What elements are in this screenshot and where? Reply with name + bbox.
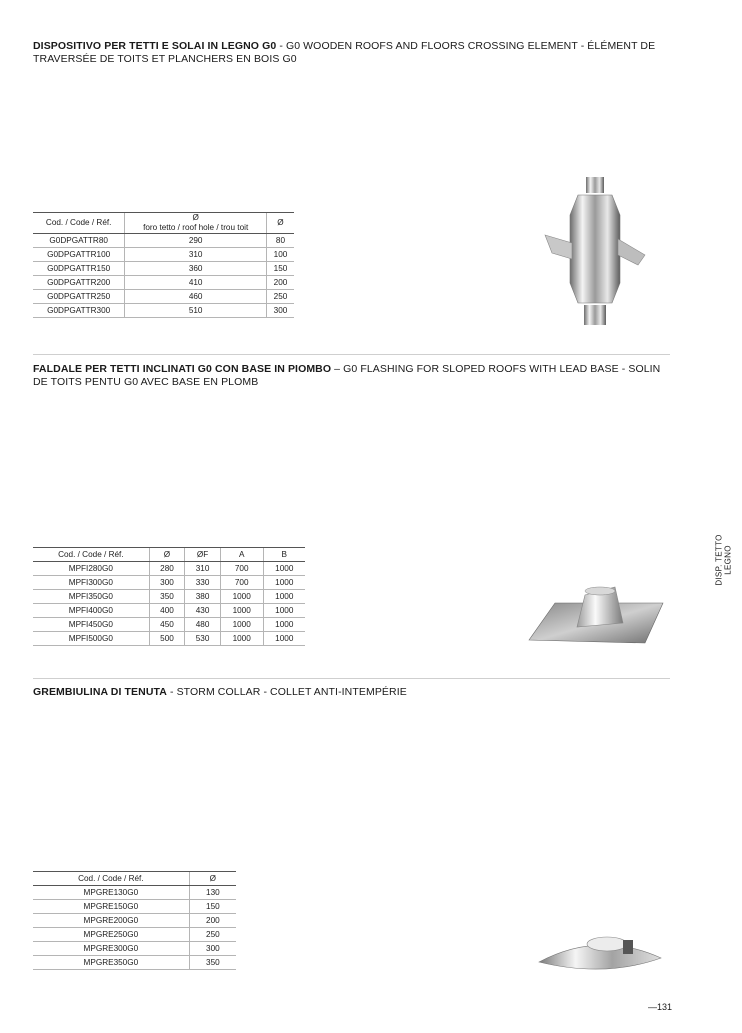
table-row bbox=[33, 900, 236, 914]
table-cell: 350 bbox=[149, 590, 185, 604]
table-cell: MPFI280G0 bbox=[33, 562, 149, 576]
table-cell: 250 bbox=[266, 290, 294, 304]
table-cell: 480 bbox=[185, 618, 221, 632]
table-row bbox=[33, 290, 294, 304]
chimney-crossing-element-icon bbox=[540, 175, 650, 330]
table-header-cell: Cod. / Code / Réf. bbox=[33, 213, 125, 234]
table-cell: 460 bbox=[125, 290, 267, 304]
table-cell: 450 bbox=[149, 618, 185, 632]
table-cell: 100 bbox=[266, 248, 294, 262]
table-cell: 700 bbox=[220, 562, 263, 576]
table-cell: 430 bbox=[185, 604, 221, 618]
table-cell: 80 bbox=[266, 234, 294, 248]
table-row bbox=[33, 618, 305, 632]
table-cell: 350 bbox=[189, 956, 236, 970]
table-cell: MPGRE250G0 bbox=[33, 928, 189, 942]
table-header-cell: Ø bbox=[149, 548, 185, 562]
table-header-cell: Ø bbox=[266, 213, 294, 234]
section-divider bbox=[33, 678, 670, 679]
table-cell: G0DPGATTR200 bbox=[33, 276, 125, 290]
table-cell: 1000 bbox=[220, 618, 263, 632]
table-cell: 1000 bbox=[263, 590, 305, 604]
table-header-cell: Cod. / Code / Réf. bbox=[33, 548, 149, 562]
table-row bbox=[33, 632, 305, 646]
table-row bbox=[33, 590, 305, 604]
table-cell: 400 bbox=[149, 604, 185, 618]
table-header-cell: ØF bbox=[185, 548, 221, 562]
table-header-cell: A bbox=[220, 548, 263, 562]
table-cell: 530 bbox=[185, 632, 221, 646]
table-cell: 1000 bbox=[263, 618, 305, 632]
table-cell: 310 bbox=[185, 562, 221, 576]
table-header-cell: Ø bbox=[189, 872, 236, 886]
table-cell: 280 bbox=[149, 562, 185, 576]
table-cell: 1000 bbox=[263, 576, 305, 590]
table-cell: MPGRE300G0 bbox=[33, 942, 189, 956]
table-cell: MPGRE350G0 bbox=[33, 956, 189, 970]
table-cell: 500 bbox=[149, 632, 185, 646]
table-row bbox=[33, 276, 294, 290]
table-header-row bbox=[33, 213, 294, 234]
table-cell: 1000 bbox=[220, 604, 263, 618]
table-header-cell: Ø foro tetto / roof hole / trou toit bbox=[125, 213, 267, 234]
table-cell: G0DPGATTR300 bbox=[33, 304, 125, 318]
table-row bbox=[33, 248, 294, 262]
table-cell: G0DPGATTR150 bbox=[33, 262, 125, 276]
table-row bbox=[33, 604, 305, 618]
table-header-row bbox=[33, 872, 236, 886]
table-cell: 1000 bbox=[263, 632, 305, 646]
table-cell: 300 bbox=[189, 942, 236, 956]
table-row bbox=[33, 914, 236, 928]
lead-flashing-icon bbox=[527, 585, 667, 655]
table-cell: MPFI350G0 bbox=[33, 590, 149, 604]
table-row bbox=[33, 234, 294, 248]
table-cell: 410 bbox=[125, 276, 267, 290]
section-3-table bbox=[33, 871, 236, 970]
table-cell: 380 bbox=[185, 590, 221, 604]
storm-collar-icon bbox=[535, 922, 665, 982]
table-cell: 510 bbox=[125, 304, 267, 318]
section-divider bbox=[33, 354, 670, 355]
table-cell: MPGRE130G0 bbox=[33, 886, 189, 900]
section-1-table bbox=[33, 212, 294, 318]
table-cell: MPGRE150G0 bbox=[33, 900, 189, 914]
table-cell: 1000 bbox=[263, 562, 305, 576]
table-cell: 1000 bbox=[220, 632, 263, 646]
table-cell: 330 bbox=[185, 576, 221, 590]
table-cell: 290 bbox=[125, 234, 267, 248]
table-cell: MPFI500G0 bbox=[33, 632, 149, 646]
table-header-row bbox=[33, 548, 305, 562]
table-row bbox=[33, 576, 305, 590]
table-cell: 200 bbox=[266, 276, 294, 290]
table-row bbox=[33, 956, 236, 970]
table-cell: 1000 bbox=[263, 604, 305, 618]
table-cell: 1000 bbox=[220, 590, 263, 604]
table-cell: G0DPGATTR250 bbox=[33, 290, 125, 304]
section-2-table bbox=[33, 547, 305, 646]
table-row bbox=[33, 562, 305, 576]
table-cell: 200 bbox=[189, 914, 236, 928]
table-cell: 300 bbox=[149, 576, 185, 590]
table-cell: 300 bbox=[266, 304, 294, 318]
table-cell: 700 bbox=[220, 576, 263, 590]
table-cell: MPGRE200G0 bbox=[33, 914, 189, 928]
table-cell: 360 bbox=[125, 262, 267, 276]
table-cell: 130 bbox=[189, 886, 236, 900]
page-number: —131 bbox=[647, 1002, 672, 1012]
table-cell: 150 bbox=[189, 900, 236, 914]
table-row bbox=[33, 304, 294, 318]
table-cell: 250 bbox=[189, 928, 236, 942]
table-header-cell: Cod. / Code / Réf. bbox=[33, 872, 189, 886]
section-3-title: GREMBIULINA DI TENUTA - STORM COLLAR - COLLET ANTI-INTEMPÉRIE bbox=[33, 686, 407, 698]
table-row bbox=[33, 942, 236, 956]
table-cell: G0DPGATTR100 bbox=[33, 248, 125, 262]
table-cell: MPFI400G0 bbox=[33, 604, 149, 618]
table-cell: G0DPGATTR80 bbox=[33, 234, 125, 248]
table-cell: 150 bbox=[266, 262, 294, 276]
table-row bbox=[33, 262, 294, 276]
table-row bbox=[33, 928, 236, 942]
table-header-cell: B bbox=[263, 548, 305, 562]
section-side-tab: DISP. TETTO LEGNO bbox=[715, 533, 734, 586]
table-cell: 310 bbox=[125, 248, 267, 262]
table-cell: MPFI450G0 bbox=[33, 618, 149, 632]
table-row bbox=[33, 886, 236, 900]
table-cell: MPFI300G0 bbox=[33, 576, 149, 590]
section-1-title: DISPOSITIVO PER TETTI E SOLAI IN LEGNO G0 - G0 WOODEN ROOFS AND FLOORS CROSSING ELEMENT - ÉLÉMENT DE TRAVERSÉE DE TOITS ET PLANCHERS EN BOIS G0 bbox=[33, 40, 656, 65]
section-2-title: FALDALE PER TETTI INCLINATI G0 CON BASE IN PIOMBO – G0 FLASHING FOR SLOPED ROOFS WITH LEAD BASE - SOLIN DE TOITS PENTU G0 AVEC BASE EN PLOMB bbox=[33, 363, 661, 388]
